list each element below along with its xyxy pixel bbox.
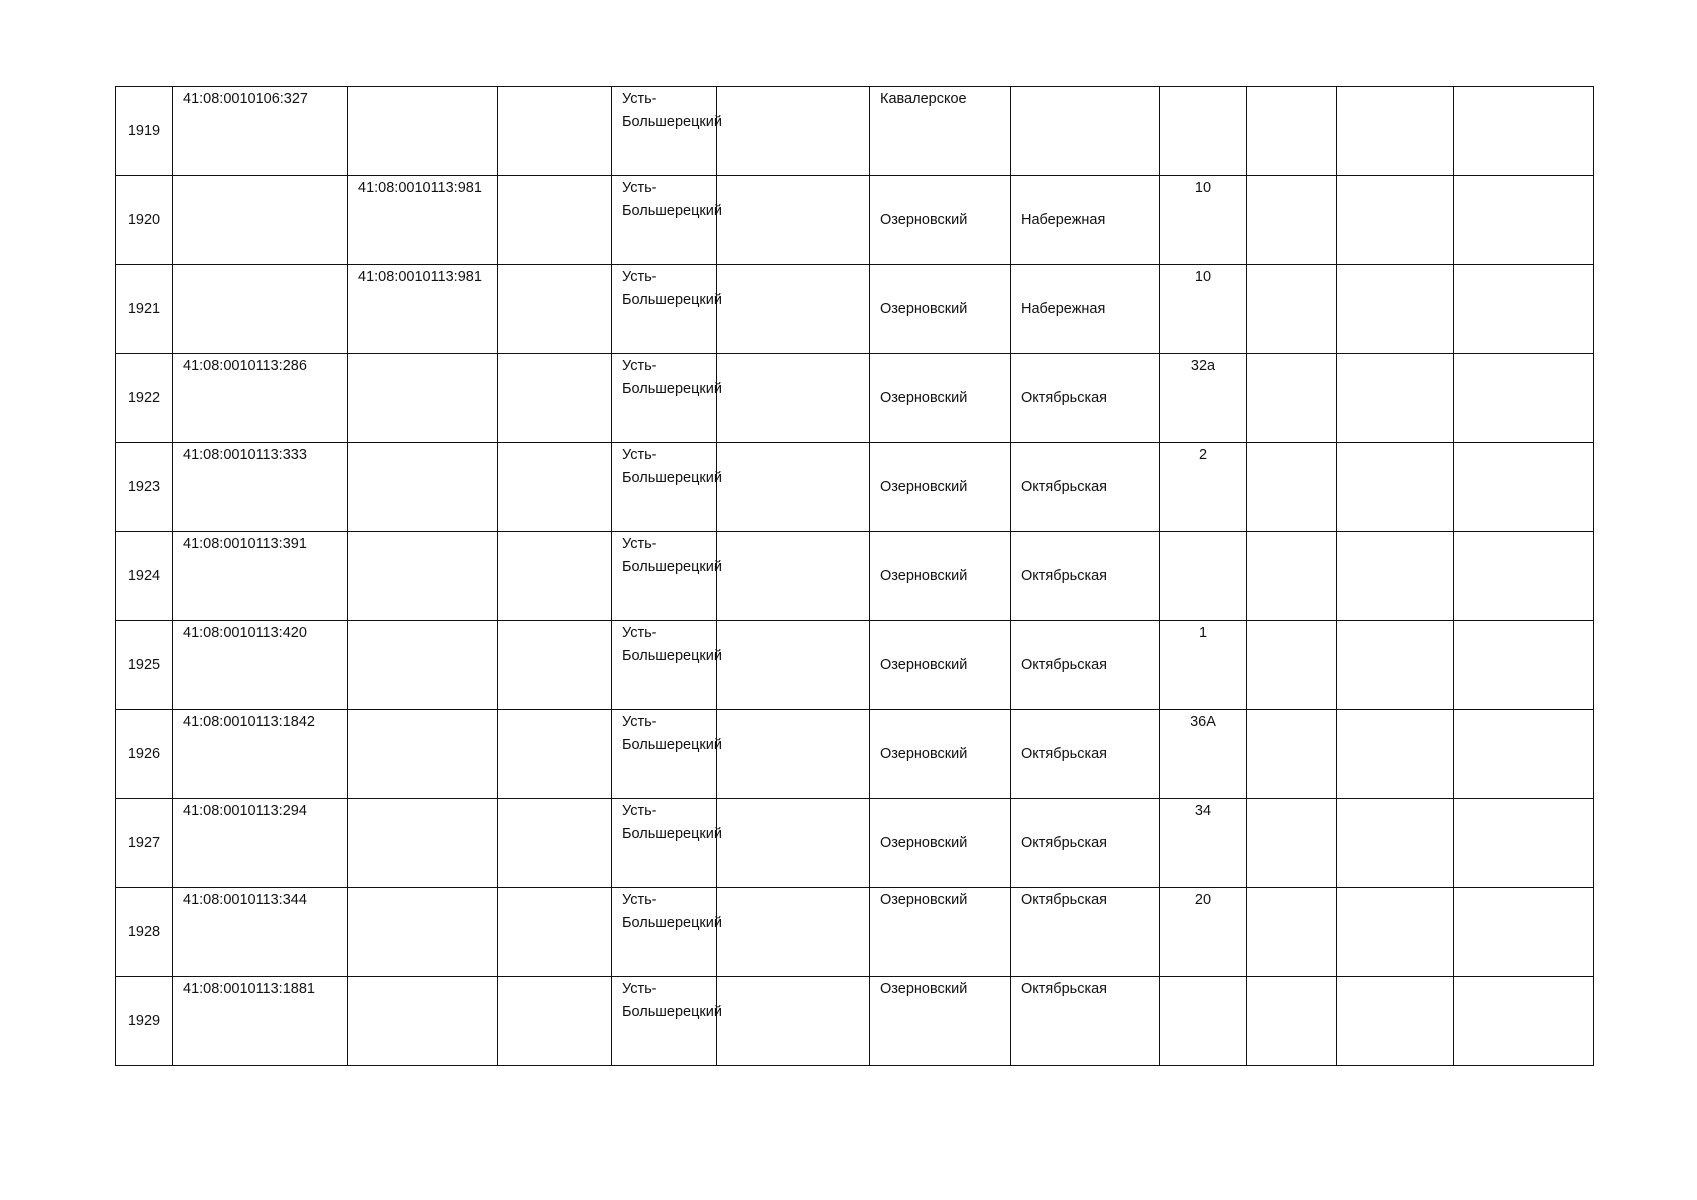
related-cadastral-cell: 41:08:0010113:981: [348, 176, 498, 265]
empty-cell: [498, 87, 612, 176]
related-cadastral-cell: [348, 532, 498, 621]
empty-cell: [717, 443, 870, 532]
related-cadastral-cell: [348, 888, 498, 977]
street-cell: Набережная: [1011, 265, 1160, 354]
row-number-cell: 1925: [116, 621, 173, 710]
house-number-cell: 10: [1160, 176, 1247, 265]
settlement-cell: Озерновский: [870, 621, 1011, 710]
district-cell: Усть-Большерецкий: [612, 710, 717, 799]
empty-cell: [1454, 888, 1594, 977]
settlement-cell: Озерновский: [870, 799, 1011, 888]
table-row: [116, 443, 1594, 532]
related-cadastral-cell: [348, 621, 498, 710]
table-row: [116, 265, 1594, 354]
empty-cell: [1247, 888, 1337, 977]
table-row: [116, 799, 1594, 888]
empty-cell: [1454, 710, 1594, 799]
table-row: [116, 532, 1594, 621]
cadastral-number-cell: 41:08:0010113:391: [173, 532, 348, 621]
district-cell: Усть-Большерецкий: [612, 799, 717, 888]
empty-cell: [498, 710, 612, 799]
empty-cell: [717, 87, 870, 176]
empty-cell: [1337, 265, 1454, 354]
empty-cell: [498, 354, 612, 443]
related-cadastral-cell: [348, 710, 498, 799]
empty-cell: [1337, 977, 1454, 1066]
empty-cell: [1454, 621, 1594, 710]
row-number-cell: 1926: [116, 710, 173, 799]
house-number-cell: [1160, 87, 1247, 176]
street-cell: Октябрьская: [1011, 799, 1160, 888]
table-body: [116, 87, 1594, 1066]
empty-cell: [1454, 443, 1594, 532]
street-cell: Октябрьская: [1011, 354, 1160, 443]
cadastral-number-cell: 41:08:0010113:344: [173, 888, 348, 977]
empty-cell: [1247, 621, 1337, 710]
empty-cell: [1454, 87, 1594, 176]
table-row: [116, 354, 1594, 443]
cadastral-number-cell: [173, 176, 348, 265]
row-number-cell: 1920: [116, 176, 173, 265]
empty-cell: [717, 888, 870, 977]
cadastral-number-cell: 41:08:0010113:333: [173, 443, 348, 532]
related-cadastral-cell: [348, 977, 498, 1066]
street-cell: Октябрьская: [1011, 977, 1160, 1066]
empty-cell: [1247, 354, 1337, 443]
cadastral-number-cell: 41:08:0010113:1881: [173, 977, 348, 1066]
street-cell: Октябрьская: [1011, 888, 1160, 977]
empty-cell: [1337, 710, 1454, 799]
settlement-cell: Озерновский: [870, 176, 1011, 265]
empty-cell: [498, 977, 612, 1066]
empty-cell: [1337, 532, 1454, 621]
settlement-cell: Озерновский: [870, 265, 1011, 354]
district-cell: Усть-Большерецкий: [612, 176, 717, 265]
empty-cell: [498, 621, 612, 710]
empty-cell: [1247, 443, 1337, 532]
empty-cell: [1454, 354, 1594, 443]
empty-cell: [717, 354, 870, 443]
street-cell: [1011, 87, 1160, 176]
empty-cell: [1337, 176, 1454, 265]
empty-cell: [717, 799, 870, 888]
settlement-cell: Озерновский: [870, 532, 1011, 621]
district-cell: Усть-Большерецкий: [612, 621, 717, 710]
empty-cell: [1454, 265, 1594, 354]
empty-cell: [717, 265, 870, 354]
house-number-cell: 36А: [1160, 710, 1247, 799]
house-number-cell: 32а: [1160, 354, 1247, 443]
house-number-cell: 20: [1160, 888, 1247, 977]
empty-cell: [1454, 532, 1594, 621]
related-cadastral-cell: [348, 354, 498, 443]
cadastral-number-cell: 41:08:0010113:286: [173, 354, 348, 443]
cadastral-number-cell: 41:08:0010113:420: [173, 621, 348, 710]
house-number-cell: 34: [1160, 799, 1247, 888]
related-cadastral-cell: [348, 87, 498, 176]
settlement-cell: Озерновский: [870, 354, 1011, 443]
street-cell: Набережная: [1011, 176, 1160, 265]
cadastral-number-cell: [173, 265, 348, 354]
empty-cell: [717, 621, 870, 710]
empty-cell: [1247, 799, 1337, 888]
house-number-cell: [1160, 532, 1247, 621]
empty-cell: [1337, 799, 1454, 888]
district-cell: Усть-Большерецкий: [612, 532, 717, 621]
empty-cell: [717, 710, 870, 799]
row-number-cell: 1927: [116, 799, 173, 888]
table-row: [116, 888, 1594, 977]
row-number-cell: 1921: [116, 265, 173, 354]
row-number-cell: 1928: [116, 888, 173, 977]
empty-cell: [717, 977, 870, 1066]
empty-cell: [717, 176, 870, 265]
empty-cell: [1247, 265, 1337, 354]
settlement-cell: Озерновский: [870, 710, 1011, 799]
empty-cell: [1337, 888, 1454, 977]
related-cadastral-cell: [348, 443, 498, 532]
empty-cell: [1454, 799, 1594, 888]
empty-cell: [1337, 354, 1454, 443]
empty-cell: [498, 176, 612, 265]
row-number-cell: 1922: [116, 354, 173, 443]
settlement-cell: Кавалерское: [870, 87, 1011, 176]
empty-cell: [717, 532, 870, 621]
registry-table: [115, 86, 1594, 1066]
house-number-cell: 1: [1160, 621, 1247, 710]
empty-cell: [1454, 977, 1594, 1066]
cadastral-number-cell: 41:08:0010113:1842: [173, 710, 348, 799]
empty-cell: [498, 532, 612, 621]
table-row: [116, 87, 1594, 176]
empty-cell: [1247, 87, 1337, 176]
cadastral-number-cell: 41:08:0010113:294: [173, 799, 348, 888]
empty-cell: [1454, 176, 1594, 265]
district-cell: Усть-Большерецкий: [612, 977, 717, 1066]
empty-cell: [1247, 532, 1337, 621]
street-cell: Октябрьская: [1011, 443, 1160, 532]
row-number-cell: 1929: [116, 977, 173, 1066]
district-cell: Усть-Большерецкий: [612, 888, 717, 977]
table-row: [116, 621, 1594, 710]
settlement-cell: Озерновский: [870, 977, 1011, 1066]
row-number-cell: 1923: [116, 443, 173, 532]
street-cell: Октябрьская: [1011, 621, 1160, 710]
house-number-cell: 2: [1160, 443, 1247, 532]
house-number-cell: [1160, 977, 1247, 1066]
empty-cell: [1247, 176, 1337, 265]
related-cadastral-cell: [348, 799, 498, 888]
empty-cell: [1247, 977, 1337, 1066]
empty-cell: [498, 888, 612, 977]
cadastral-number-cell: 41:08:0010106:327: [173, 87, 348, 176]
empty-cell: [1337, 87, 1454, 176]
empty-cell: [1337, 443, 1454, 532]
empty-cell: [1337, 621, 1454, 710]
district-cell: Усть-Большерецкий: [612, 87, 717, 176]
house-number-cell: 10: [1160, 265, 1247, 354]
district-cell: Усть-Большерецкий: [612, 265, 717, 354]
table-row: [116, 710, 1594, 799]
district-cell: Усть-Большерецкий: [612, 354, 717, 443]
settlement-cell: Озерновский: [870, 888, 1011, 977]
street-cell: Октябрьская: [1011, 710, 1160, 799]
row-number-cell: 1919: [116, 87, 173, 176]
table-row: [116, 977, 1594, 1066]
empty-cell: [1247, 710, 1337, 799]
empty-cell: [498, 443, 612, 532]
empty-cell: [498, 265, 612, 354]
empty-cell: [498, 799, 612, 888]
table-row: [116, 176, 1594, 265]
related-cadastral-cell: 41:08:0010113:981: [348, 265, 498, 354]
settlement-cell: Озерновский: [870, 443, 1011, 532]
row-number-cell: 1924: [116, 532, 173, 621]
street-cell: Октябрьская: [1011, 532, 1160, 621]
district-cell: Усть-Большерецкий: [612, 443, 717, 532]
